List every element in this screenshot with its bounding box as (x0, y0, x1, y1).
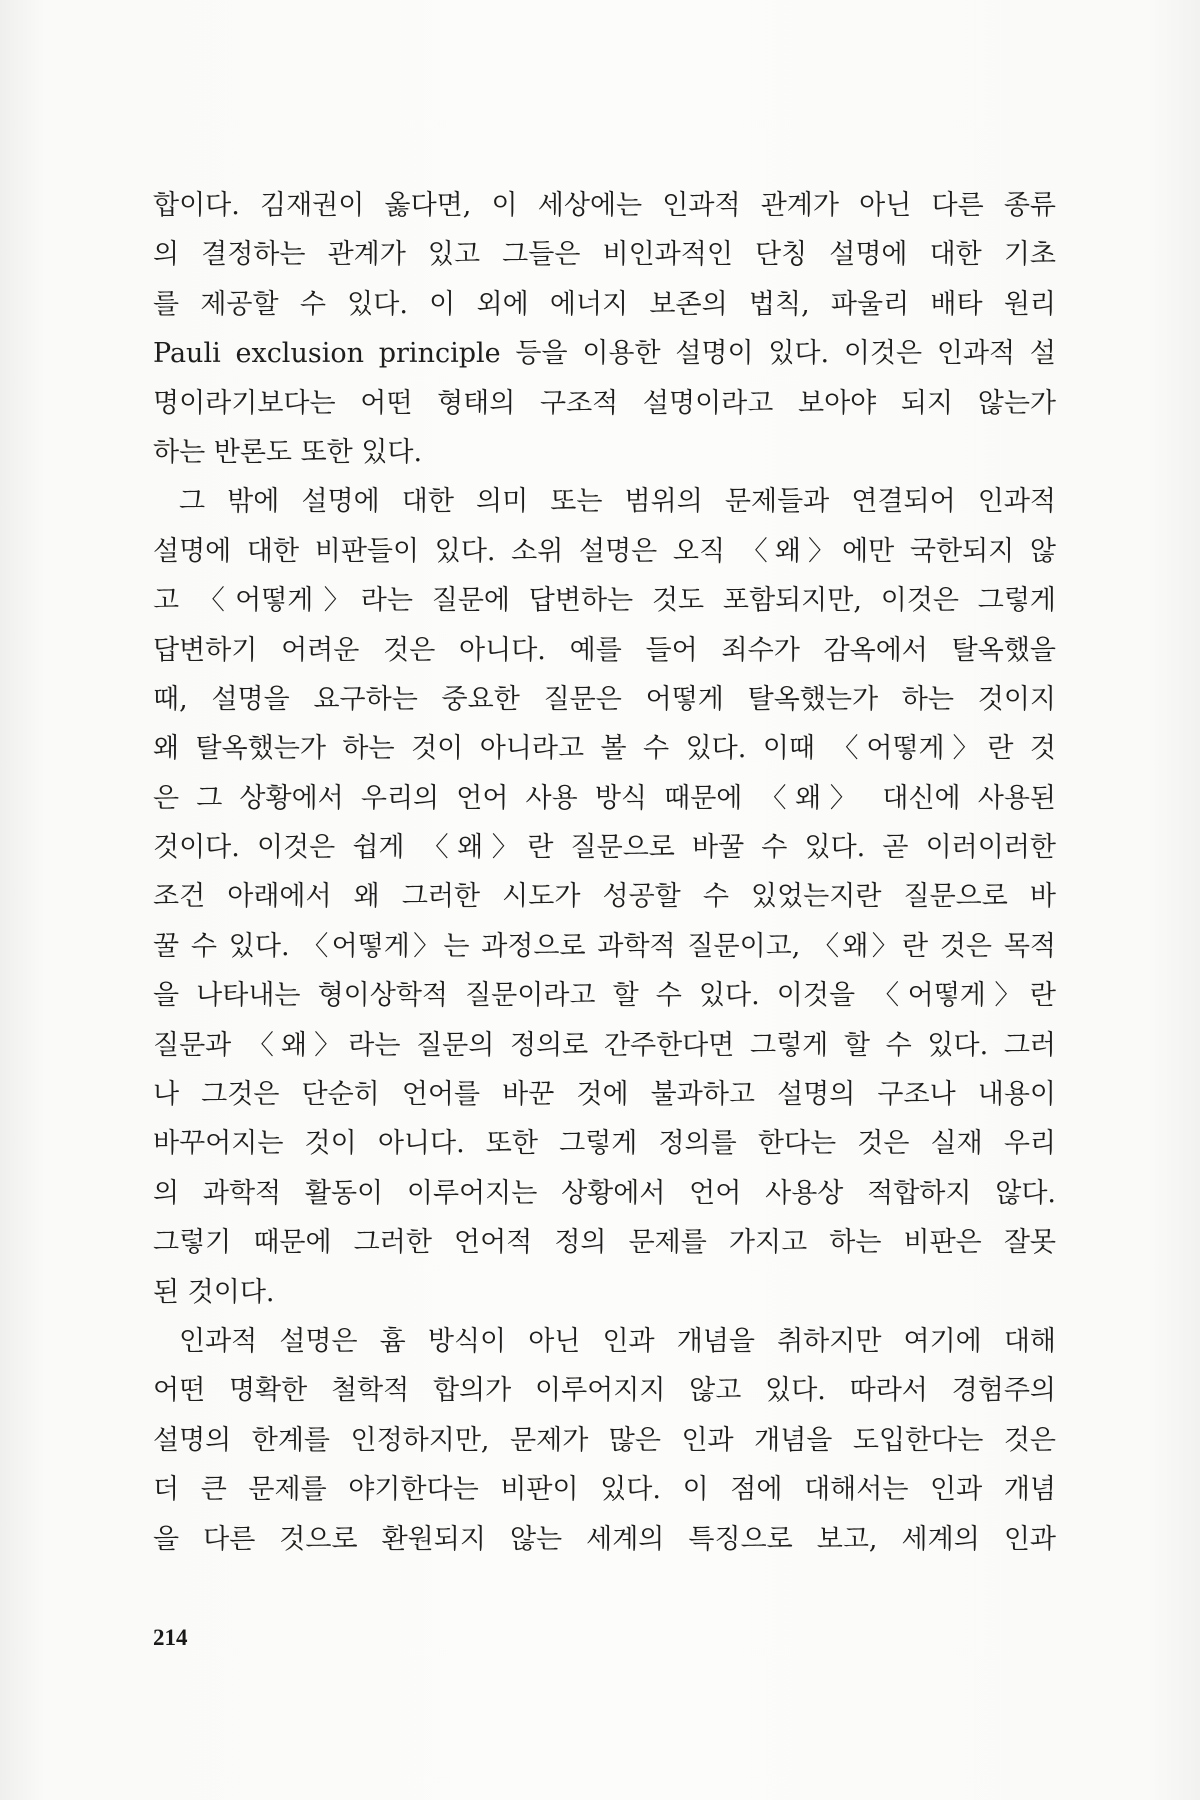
text-line: 답변하기 어려운 것은 아니다. 예를 들어 죄수가 감옥에서 탈옥했을 (153, 634, 1056, 666)
text-line: 설명에 대한 비판들이 있다. 소위 설명은 오직 〈왜〉에만 국한되지 않 (153, 535, 1056, 567)
text-line: 질문과 〈왜〉라는 질문의 정의로 간주한다면 그렇게 할 수 있다. 그러 (153, 1029, 1056, 1061)
paragraph-1 (153, 181, 1056, 477)
text-line: 인과적 설명은 흄 방식이 아닌 인과 개념을 취하지만 여기에 대해 (179, 1325, 1056, 1357)
paragraph-2 (153, 477, 1056, 1317)
text-line: 것이다. 이것은 쉽게 〈왜〉란 질문으로 바꿀 수 있다. 곧 이러이러한 (153, 832, 1056, 864)
body-text (153, 181, 1056, 1564)
text-line: 나 그것은 단순히 언어를 바꾼 것에 불과하고 설명의 구조나 내용이 (153, 1079, 1056, 1111)
text-line: 을 다른 것으로 환원되지 않는 세계의 특징으로 보고, 세계의 인과 (153, 1523, 1056, 1555)
text-line: 은 그 상황에서 우리의 언어 사용 방식 때문에 〈왜〉 대신에 사용된 (153, 782, 1056, 814)
text-line: 합이다. 김재권이 옳다면, 이 세상에는 인과적 관계가 아닌 다른 종류 (153, 190, 1056, 221)
text-line: 을 나타내는 형이상학적 질문이라고 할 수 있다. 이것을 〈어떻게〉란 (153, 980, 1056, 1012)
text-line: 어떤 명확한 철학적 합의가 이루어지지 않고 있다. 따라서 경험주의 (153, 1375, 1056, 1407)
text-line: 바꾸어지는 것이 아니다. 또한 그렇게 정의를 한다는 것은 실재 우리 (153, 1128, 1056, 1160)
text-line: 꿀 수 있다. 〈어떻게〉는 과정으로 과학적 질문이고, 〈왜〉란 것은 목적 (153, 930, 1056, 962)
paragraph-3 (153, 1317, 1056, 1564)
text-line: 때, 설명을 요구하는 중요한 질문은 어떻게 탈옥했는가 하는 것이지 (153, 683, 1056, 715)
text-line: 왜 탈옥했는가 하는 것이 아니라고 볼 수 있다. 이때 〈어떻게〉란 것 (153, 733, 1056, 765)
text-line: Pauli exclusion principle 등을 이용한 설명이 있다. 이것은 인과적 설 (153, 338, 1056, 370)
text-line: 그 밖에 설명에 대한 의미 또는 범위의 문제들과 연결되어 인과적 (179, 486, 1056, 518)
text-line: 고 〈어떻게〉라는 질문에 답변하는 것도 포함되지만, 이것은 그렇게 (153, 585, 1056, 617)
text-line: 의 결정하는 관계가 있고 그들은 비인과적인 단칭 설명에 대한 기초 (153, 239, 1056, 271)
text-line: 그렇기 때문에 그러한 언어적 정의 문제를 가지고 하는 비판은 잘못 (153, 1227, 1056, 1259)
page-number: 214 (153, 1625, 188, 1650)
text-line: 를 제공할 수 있다. 이 외에 에너지 보존의 법칙, 파울리 배타 원리 (153, 288, 1056, 320)
text-line: 된 것이다. (153, 1276, 275, 1308)
text-line: 설명의 한계를 인정하지만, 문제가 많은 인과 개념을 도입한다는 것은 (153, 1424, 1056, 1456)
text-line: 의 과학적 활동이 이루어지는 상황에서 언어 사용상 적합하지 않다. (153, 1177, 1056, 1209)
text-line: 명이라기보다는 어떤 형태의 구조적 설명이라고 보아야 되지 않는가 (153, 387, 1056, 419)
text-line: 하는 반론도 또한 있다. (153, 436, 423, 468)
text-line: 더 큰 문제를 야기한다는 비판이 있다. 이 점에 대해서는 인과 개념 (153, 1474, 1056, 1506)
text-line: 조건 아래에서 왜 그러한 시도가 성공할 수 있었는지란 질문으로 바 (153, 881, 1056, 913)
